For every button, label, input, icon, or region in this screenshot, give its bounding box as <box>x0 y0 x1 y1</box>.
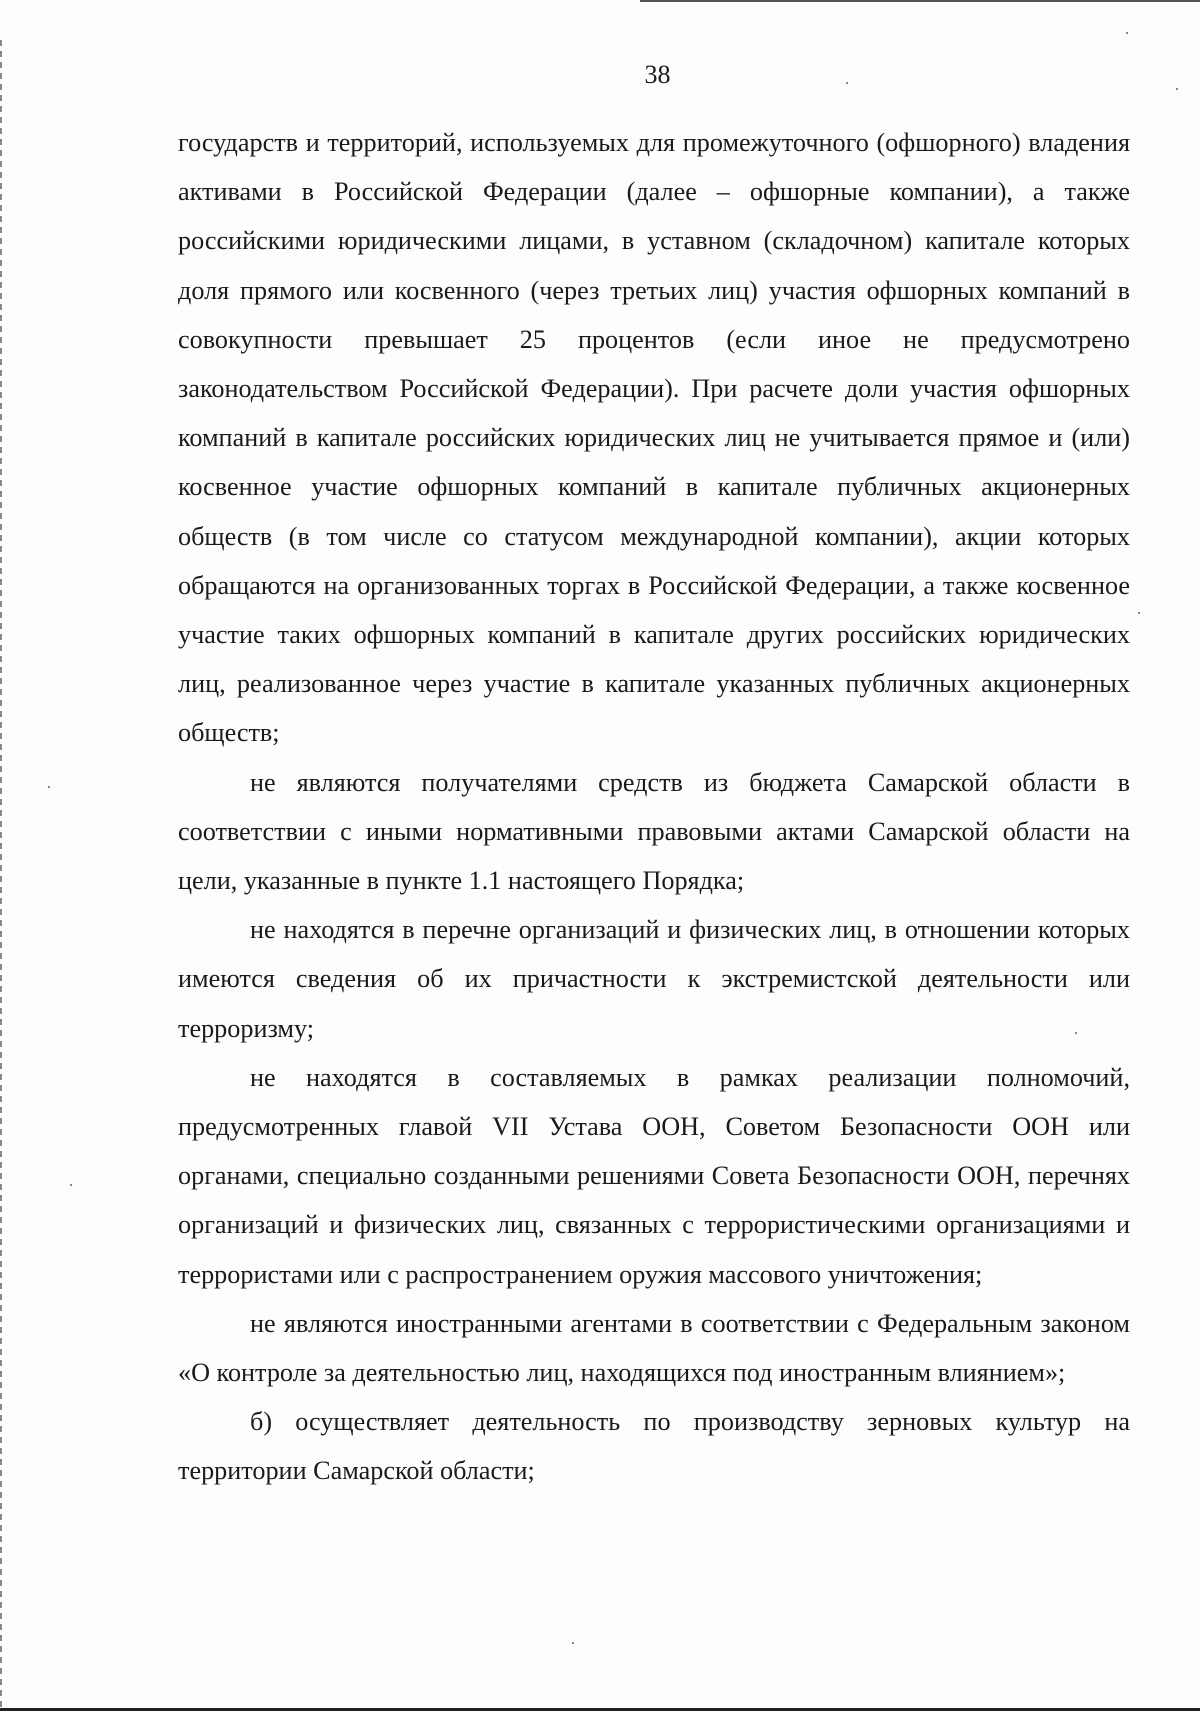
scan-speck <box>48 786 50 788</box>
scan-speck <box>572 1642 574 1644</box>
paragraph-budget-recipients: не являются получателями средств из бюджета Самарской области в соответствии с иными нормативными правовыми актами Самарской области на цели, указанные в пункте 1.1 настоящего Порядка; <box>178 767 1130 896</box>
scan-speck <box>1126 32 1128 34</box>
paragraph-extremism-list: не находятся в перечне организаций и физических лиц, в отношении которых имеются сведения об их причастности к экстремистской деятельности или терроризму; <box>178 915 1130 1043</box>
paragraph-foreign-agents: не являются иностранными агентами в соответствии с Федеральным законом «О контроле за деятельностью лиц, находящихся под иностранным влиянием»; <box>178 1308 1130 1388</box>
scan-edge-left <box>0 40 2 1710</box>
page-number: 38 <box>644 60 671 89</box>
paragraph-grain-production: б) осуществляет деятельность по производству зерновых культур на территории Самарской области; <box>178 1407 1130 1486</box>
paragraph-un-sanctions-list: не находятся в составляемых в рамках реализации полномочий, предусмотренных главой VII Устава ООН, Советом Безопасности ООН или органами, специально созданными решениями Совета Безопасности ООН, перечнях организаций и физических лиц, связанных с террористическими организациями и террористами или с распространением оружия массового уничтожения; <box>178 1062 1130 1289</box>
paragraph-offshore-companies: государств и территорий, используемых для промежуточного (офшорного) владения активами в Российской Федерации (далее – офшорные компании), а также российскими юридическими лицами, в уставном (складочном) капитале которых доля прямого или косвенного (через третьих лиц) участия офшорных компаний в совокупности превышает 25 процентов (если иное не предусмотрено законодательством Российской Федерации). При расчете доли участия офшорных компаний в капитале российских юридических лиц не учитывается прямое и (или) косвенное участие офшорных компаний в капитале публичных акционерных обществ (в том числе со статусом международной компании), акции которых обращаются на организованных торгах в Российской Федерации, а также косвенное участие таких офшорных компаний в капитале других российских юридических лиц, реализованное через участие в капитале указанных публичных акционерных обществ; <box>178 128 1130 748</box>
scan-edge-top <box>640 0 1200 2</box>
scan-speck <box>1138 612 1140 614</box>
scan-speck <box>70 1184 72 1186</box>
body-text <box>178 118 1130 1496</box>
